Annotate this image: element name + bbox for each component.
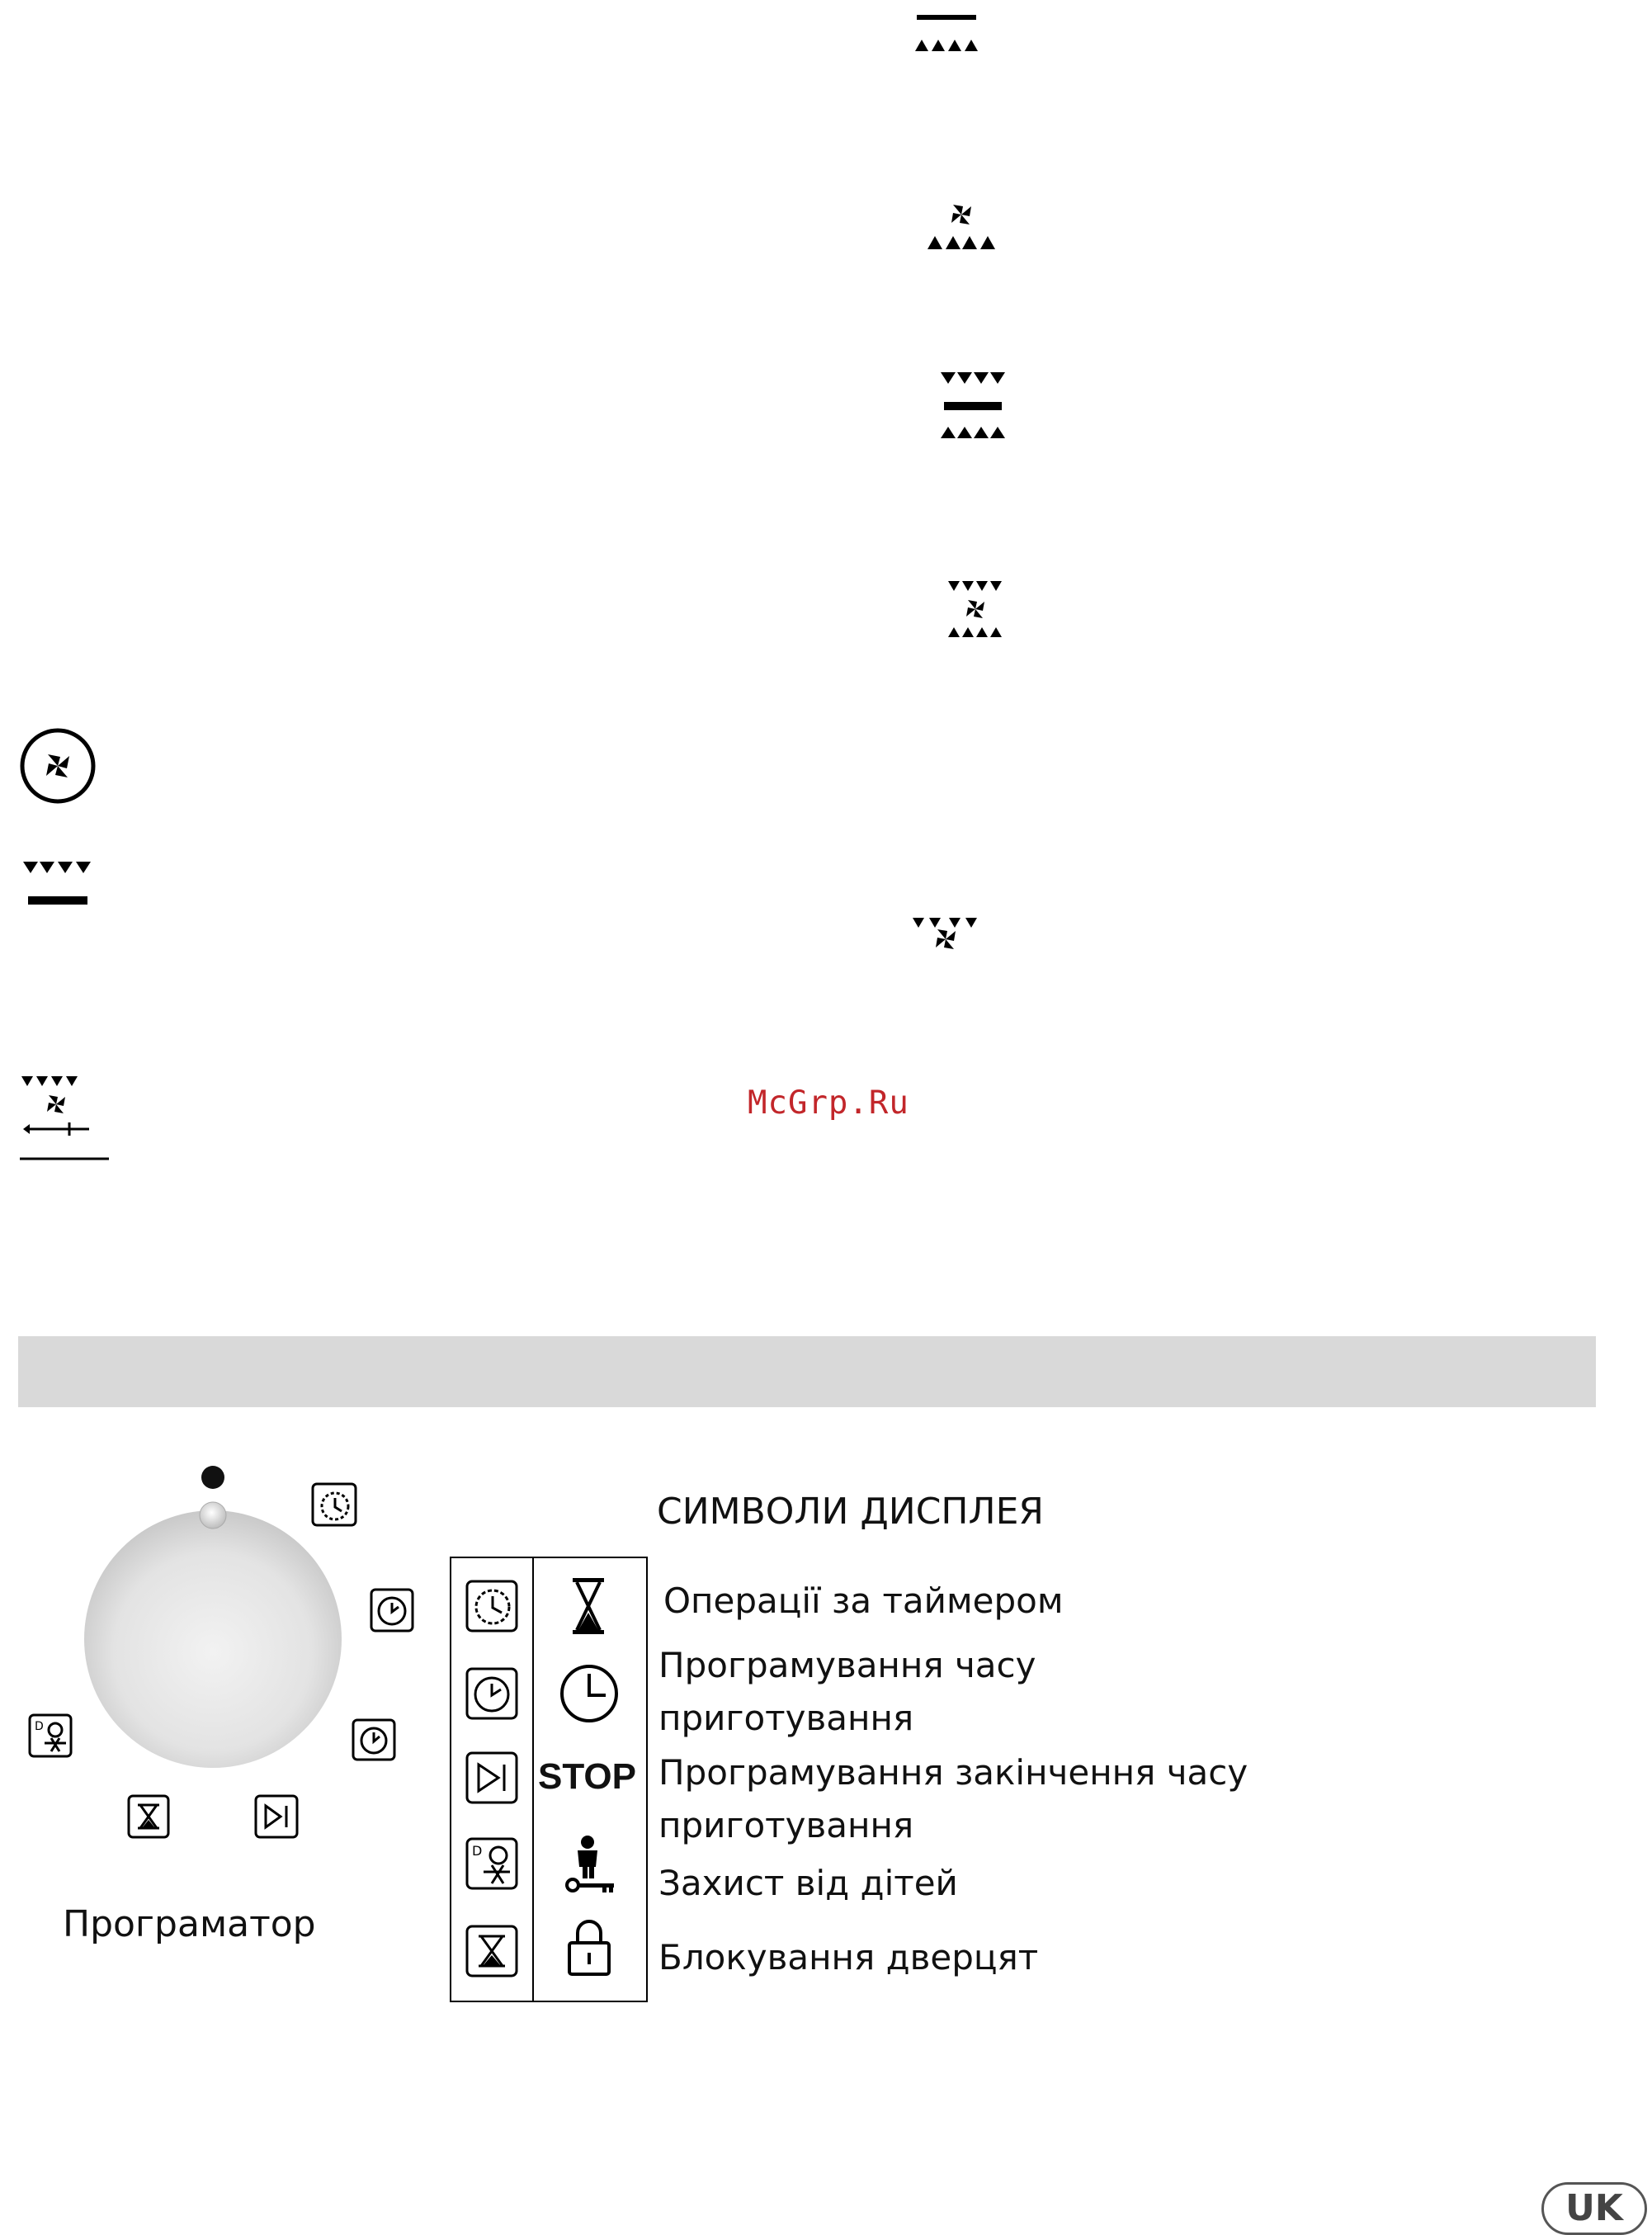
hourglass-box-icon <box>465 1925 518 1977</box>
fan-grill-rotisserie-icon <box>18 1075 111 1162</box>
knob-indicator <box>200 1502 226 1529</box>
display-row-label: Програмування часу приготування <box>658 1645 1036 1738</box>
top-bottom-heat-icon <box>939 371 1007 440</box>
end-time-icon <box>465 1751 518 1804</box>
timer-clock-dotted-icon <box>465 1580 518 1633</box>
section-header-bar <box>18 1336 1596 1407</box>
svg-text:D: D <box>35 1720 44 1733</box>
fan-circle-icon <box>18 726 97 806</box>
display-row-label: Блокування дверцят <box>658 1937 1039 1977</box>
hourglass-box-icon <box>129 1796 168 1837</box>
cook-time-clock-icon <box>465 1667 518 1720</box>
cook-time-clock-icon <box>371 1590 413 1631</box>
child-lock-icon <box>465 1837 518 1890</box>
programmer-caption: Програматор <box>63 1903 316 1945</box>
programmer-dial-group <box>25 1459 454 1921</box>
hourglass-icon <box>569 1576 607 1636</box>
top-heat-grill-icon <box>21 860 94 908</box>
fan-bottom-heat-icon <box>926 201 997 253</box>
bottom-heat-icon <box>912 12 981 54</box>
watermark: McGrp.Ru <box>748 1084 909 1122</box>
display-row-label: Програмування закінчення часу приготування <box>658 1752 1248 1845</box>
stop-label: STOP <box>538 1756 637 1797</box>
programmer-knob[interactable] <box>84 1510 342 1768</box>
end-clock-icon <box>353 1720 394 1760</box>
padlock-icon <box>564 1916 614 1977</box>
display-row-label: Захист від дітей <box>658 1863 958 1903</box>
display-symbols-heading: СИМВОЛИ ДИСПЛЕЯ <box>657 1491 1044 1533</box>
clock-icon <box>558 1662 621 1725</box>
language-badge: UK <box>1541 2182 1647 2235</box>
child-lock-icon <box>30 1715 71 1756</box>
position-dot <box>201 1466 224 1489</box>
end-time-icon <box>256 1796 297 1837</box>
table-divider <box>532 1557 534 2002</box>
child-key-icon <box>561 1834 619 1893</box>
svg-text:D: D <box>472 1843 483 1859</box>
display-row-label: Операції за таймером <box>663 1581 1064 1621</box>
fan-grill-icon <box>911 916 979 956</box>
fan-top-bottom-heat-icon <box>946 579 1004 639</box>
timer-clock-dotted-icon <box>313 1484 356 1525</box>
